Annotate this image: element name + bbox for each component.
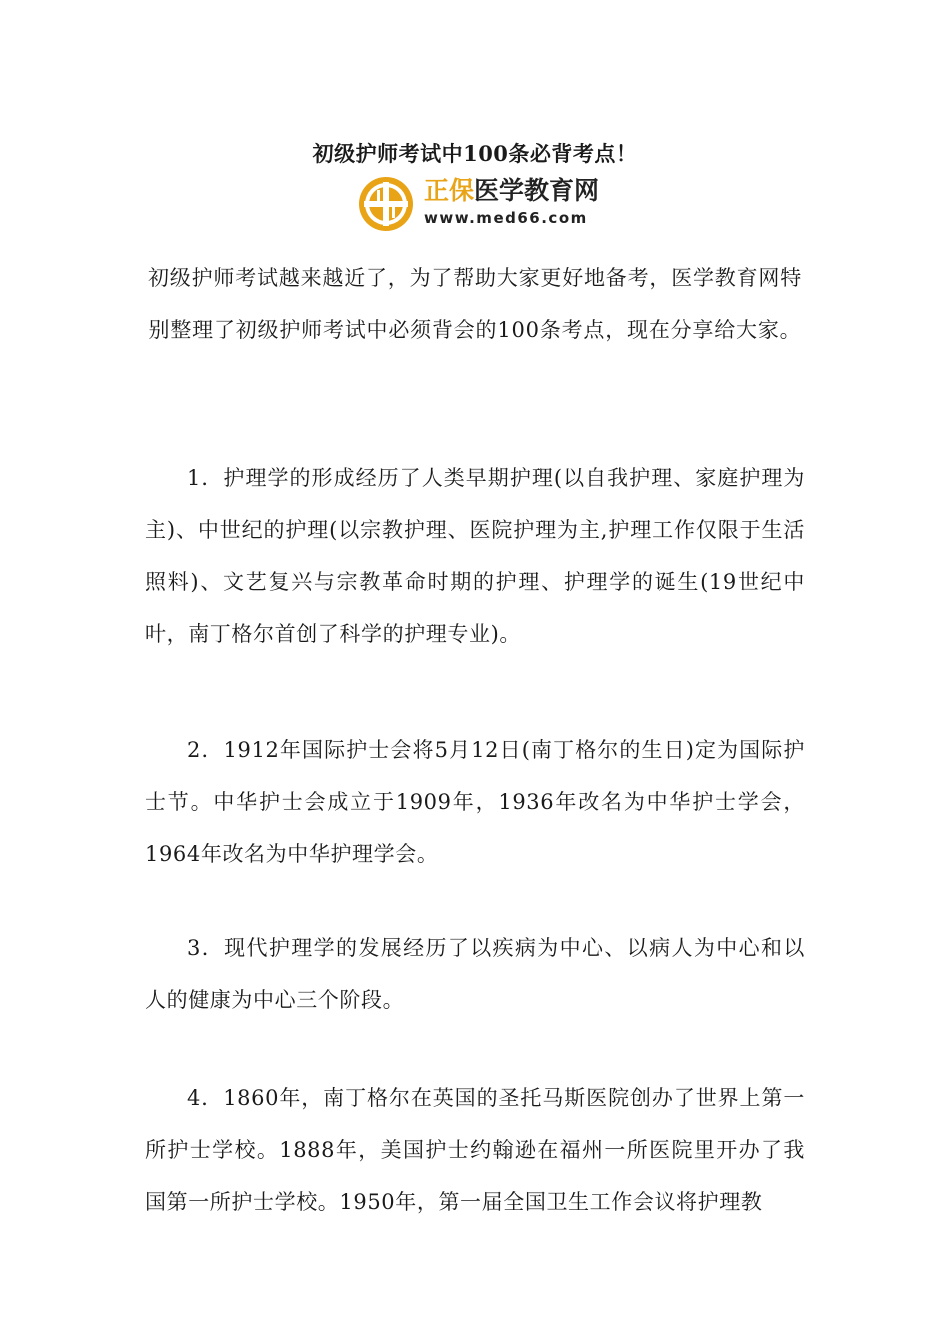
logo-brand-part1: 正保: [424, 176, 475, 205]
point-3: 3．现代护理学的发展经历了以疾病为中心、以病人为中心和以人的健康为中心三个阶段。: [145, 936, 805, 1012]
point-1: 1．护理学的形成经历了人类早期护理(以自我护理、家庭护理为主)、中世纪的护理(以宗教护理、医院护理为主,护理工作仅限于生活照料)、文艺复兴与宗教革命时期的护理、护理学的诞生(19世纪中叶，南丁格尔首创了科学的护理专业)。: [145, 466, 805, 646]
logo-brand-part2: 医学教育网: [474, 176, 600, 205]
document-title: 初级护师考试中100条必背考点！: [312, 141, 638, 166]
logo-brand-text: [424, 176, 599, 206]
point-2: 2．1912年国际护士会将5月12日(南丁格尔的生日)定为国际护士节。中华护士会成立于1909年，1936年改名为中华护士学会，1964年改名为中华护理学会。: [145, 738, 805, 866]
med66-logo: [358, 176, 598, 234]
logo-url: www.med66.com: [424, 209, 588, 227]
logo-cross-icon: [358, 176, 414, 232]
intro-paragraph: 初级护师考试越来越近了，为了帮助大家更好地备考，医学教育网特别整理了初级护师考试中必须背会的100条考点，现在分享给大家。: [148, 266, 802, 342]
point-4: 4．1860年，南丁格尔在英国的圣托马斯医院创办了世界上第一所护士学校。1888年，美国护士约翰逊在福州一所医院里开办了我国第一所护士学校。1950年，第一届全国卫生工作会议将护理教: [145, 1086, 805, 1214]
